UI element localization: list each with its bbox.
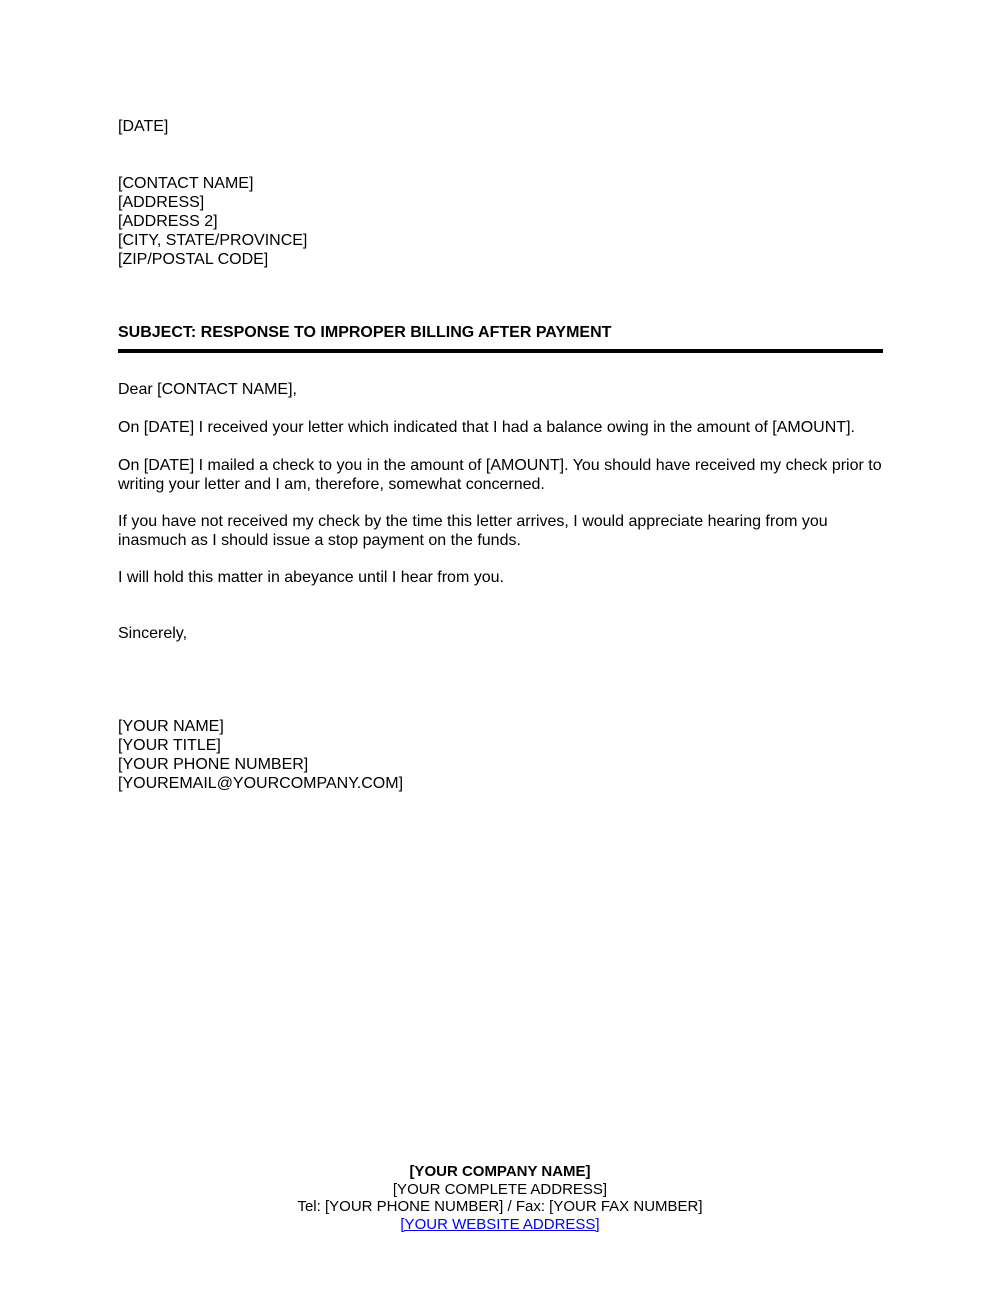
- body-paragraph-text: I will hold this matter in abeyance until I hear from you.: [118, 569, 504, 586]
- body-paragraph-2: [118, 456, 888, 494]
- body-paragraph-text: If you have not received my check by the time this letter arrives, I would appreciate hearing from you inasmuch as I should issue a stop payment on the funds.: [118, 513, 828, 549]
- recipient-address-block: [118, 174, 307, 269]
- recipient-address: [ADDRESS]: [118, 194, 205, 211]
- signature-phone: [YOUR PHONE NUMBER]: [118, 756, 309, 773]
- subject-line: SUBJECT: RESPONSE TO IMPROPER BILLING AFTER PAYMENT: [118, 324, 612, 341]
- date-text: [DATE]: [118, 118, 169, 135]
- body-paragraph-3: [118, 512, 858, 550]
- recipient-address-2: [ADDRESS 2]: [118, 213, 218, 230]
- recipient-zip: [ZIP/POSTAL CODE]: [118, 251, 269, 268]
- letter-date: [118, 117, 168, 136]
- body-paragraph-4: [118, 568, 888, 587]
- recipient-city-state: [CITY, STATE/PROVINCE]: [118, 232, 308, 249]
- signature-title: [YOUR TITLE]: [118, 737, 221, 754]
- closing: [118, 624, 187, 643]
- subject-divider: [118, 349, 883, 353]
- footer-tel-fax: Tel: [YOUR PHONE NUMBER] / Fax: [YOUR FAX NUMBER]: [297, 1198, 703, 1215]
- body-paragraph-text: On [DATE] I mailed a check to you in the amount of [AMOUNT]. You should have received my check prior to writing your letter and I am, therefore, somewhat concerned.: [118, 457, 882, 493]
- footer-website-link[interactable]: [YOUR WEBSITE ADDRESS]: [400, 1215, 600, 1233]
- footer-company-name: [YOUR COMPANY NAME]: [409, 1163, 591, 1180]
- signature-email: [YOUREMAIL@YOURCOMPANY.COM]: [118, 775, 404, 792]
- recipient-contact-name: [CONTACT NAME]: [118, 175, 254, 192]
- letterhead-footer: [0, 1163, 1000, 1233]
- signature-block: [118, 717, 403, 793]
- footer-website-row: [0, 1216, 1000, 1234]
- body-paragraph-text: On [DATE] I received your letter which indicated that I had a balance owing in the amount of [AMOUNT].: [118, 419, 855, 436]
- body-paragraph-1: [118, 418, 888, 437]
- closing-text: Sincerely,: [118, 625, 188, 642]
- footer-address: [YOUR COMPLETE ADDRESS]: [392, 1180, 608, 1198]
- salutation: [118, 380, 297, 399]
- signature-name: [YOUR NAME]: [118, 718, 224, 735]
- salutation-text: Dear [CONTACT NAME],: [118, 381, 297, 398]
